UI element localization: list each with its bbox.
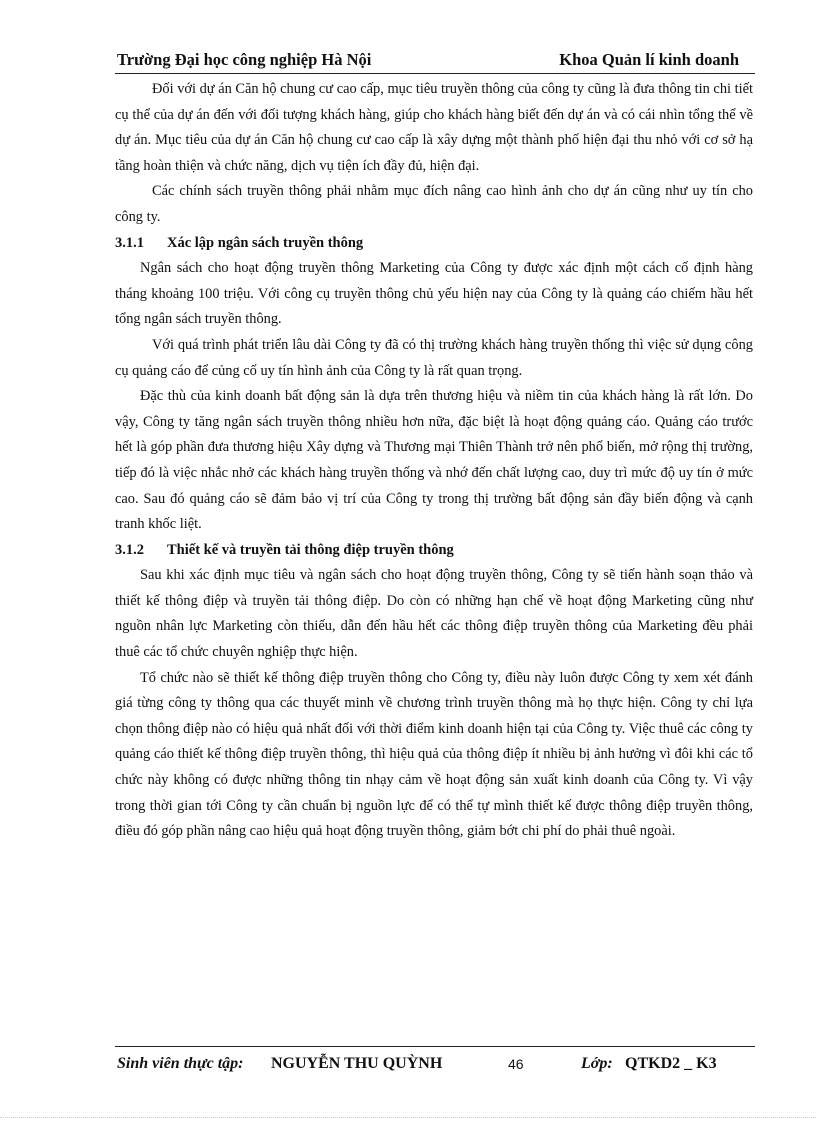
paragraph-5: Đặc thù của kinh doanh bất động sản là dựa trên thương hiệu và niềm tin của khách hàng là rất lớn. Do vậy, Công ty tăng ngân sách truyền thông nhiều hơn nữa, đặc biệt là hoạt động quảng cáo. Quảng cáo trước hết là góp phần đưa thương hiệu Xây dựng và Thương mại Thiên Thành trở nên phổ biến, mở rộng thị trường, tiếp đó là việc nhắc nhở các khách hàng truyền thống và nhớ đến chất lượng cao, duy trì mức độ uy tín ở mức cao. Sau đó quảng cáo sẽ đảm bảo vị trí của Công ty trong thị trường bất động sản đầy biến động và cạnh tranh khốc liệt. (115, 388, 753, 533)
paragraph-4: Với quá trình phát triển lâu dài Công ty đã có thị trường khách hàng truyền thống thì việc sử dụng công cụ quảng cáo để củng cố uy tín hình ảnh của Công ty là rất quan trọng. (115, 336, 753, 379)
header-faculty: Khoa Quản lí kinh doanh (559, 50, 739, 69)
footer-page-number: 46 (508, 1056, 524, 1072)
footer-class-value: QTKD2 _ K3 (625, 1055, 717, 1072)
section-1-number: 3.1.1 (115, 234, 144, 251)
footer-student-label: Sinh viên thực tập: (117, 1055, 244, 1072)
section-1-title: Xác lập ngân sách truyền thông (167, 234, 364, 251)
footer-student-name: NGUYỄN THU QUỲNH (271, 1055, 443, 1072)
paragraph-6: Sau khi xác định mục tiêu và ngân sách cho hoạt động truyền thông, Công ty sẽ tiến hành soạn thảo và thiết kế thông điệp và truyền tải thông điệp. Do còn có những hạn chế về hoạt động Marketing cũng như nguồn nhân lực Marketing còn thiếu, dẫn đến hầu hết các thông điệp truyền thông của Marketing đều phải thuê các tổ chức chuyên nghiệp thực hiện. (115, 567, 753, 661)
paragraph-1: Đối với dự án Căn hộ chung cư cao cấp, mục tiêu truyền thông của công ty cũng là đưa thông tin chi tiết cụ thể của dự án đến với đối tượng khách hàng, giúp cho khách hàng biết đến dự án và có cái nhìn tổng thể về dự án. Mục tiêu của dự án Căn hộ chung cư cao cấp là xây dựng một thành phố hiện đại thu nhỏ với cơ sở hạ tầng hoàn thiện và chức năng, dịch vụ tiện ích đầy đủ, hiện đại. (115, 81, 753, 174)
paragraph-3: Ngân sách cho hoạt động truyền thông Marketing của Công ty được xác định một cách cố định hàng tháng khoảng 100 triệu. Với công cụ truyền thông chủ yếu hiện nay của Công ty là quảng cáo chiếm hầu hết tổng ngân sách truyền thông. (115, 260, 753, 328)
section-heading-2 (115, 538, 753, 564)
section-2-title: Thiết kế và truyền tải thông điệp truyền thông (167, 541, 454, 558)
page-footer (115, 1046, 755, 1077)
section-heading-1 (115, 231, 753, 257)
header-school: Trường Đại học công nghiệp Hà Nội (117, 50, 372, 69)
page-header (115, 49, 755, 74)
section-2-number: 3.1.2 (115, 541, 144, 558)
footer-class-label: Lớp: (581, 1055, 613, 1072)
paragraph-7: Tổ chức nào sẽ thiết kế thông điệp truyền thông cho Công ty, điều này luôn được Công ty xem xét đánh giá từng công ty thông qua các thuyết minh về chương trình truyền thông mà họ thực hiện. Công ty chỉ lựa chọn thông điệp nào có hiệu quả nhất đối với thời điểm kinh doanh hiện tại của Công ty. Việc thuê các công ty quảng cáo thiết kế thông điệp truyền thông, thì hiệu quả của thông điệp ít nhiều bị ảnh hưởng vì đôi khi các tổ chức này không có được những thông tin nhạy cảm về hoạt động sản xuất kinh doanh của Công ty. Vì vậy trong thời gian tới Công ty cần chuẩn bị nguồn lực để có thể tự mình thiết kế được thông điệp truyền thông, điều đó góp phần nâng cao hiệu quả hoạt động truyền thông, giảm bớt chi phí do phải thuê ngoài. (115, 669, 753, 840)
document-body (115, 77, 753, 845)
paragraph-2: Các chính sách truyền thông phải nhằm mục đích nâng cao hình ảnh cho dự án cũng như uy tín cho công ty. (115, 183, 753, 225)
page-bottom-rule (0, 1117, 816, 1118)
